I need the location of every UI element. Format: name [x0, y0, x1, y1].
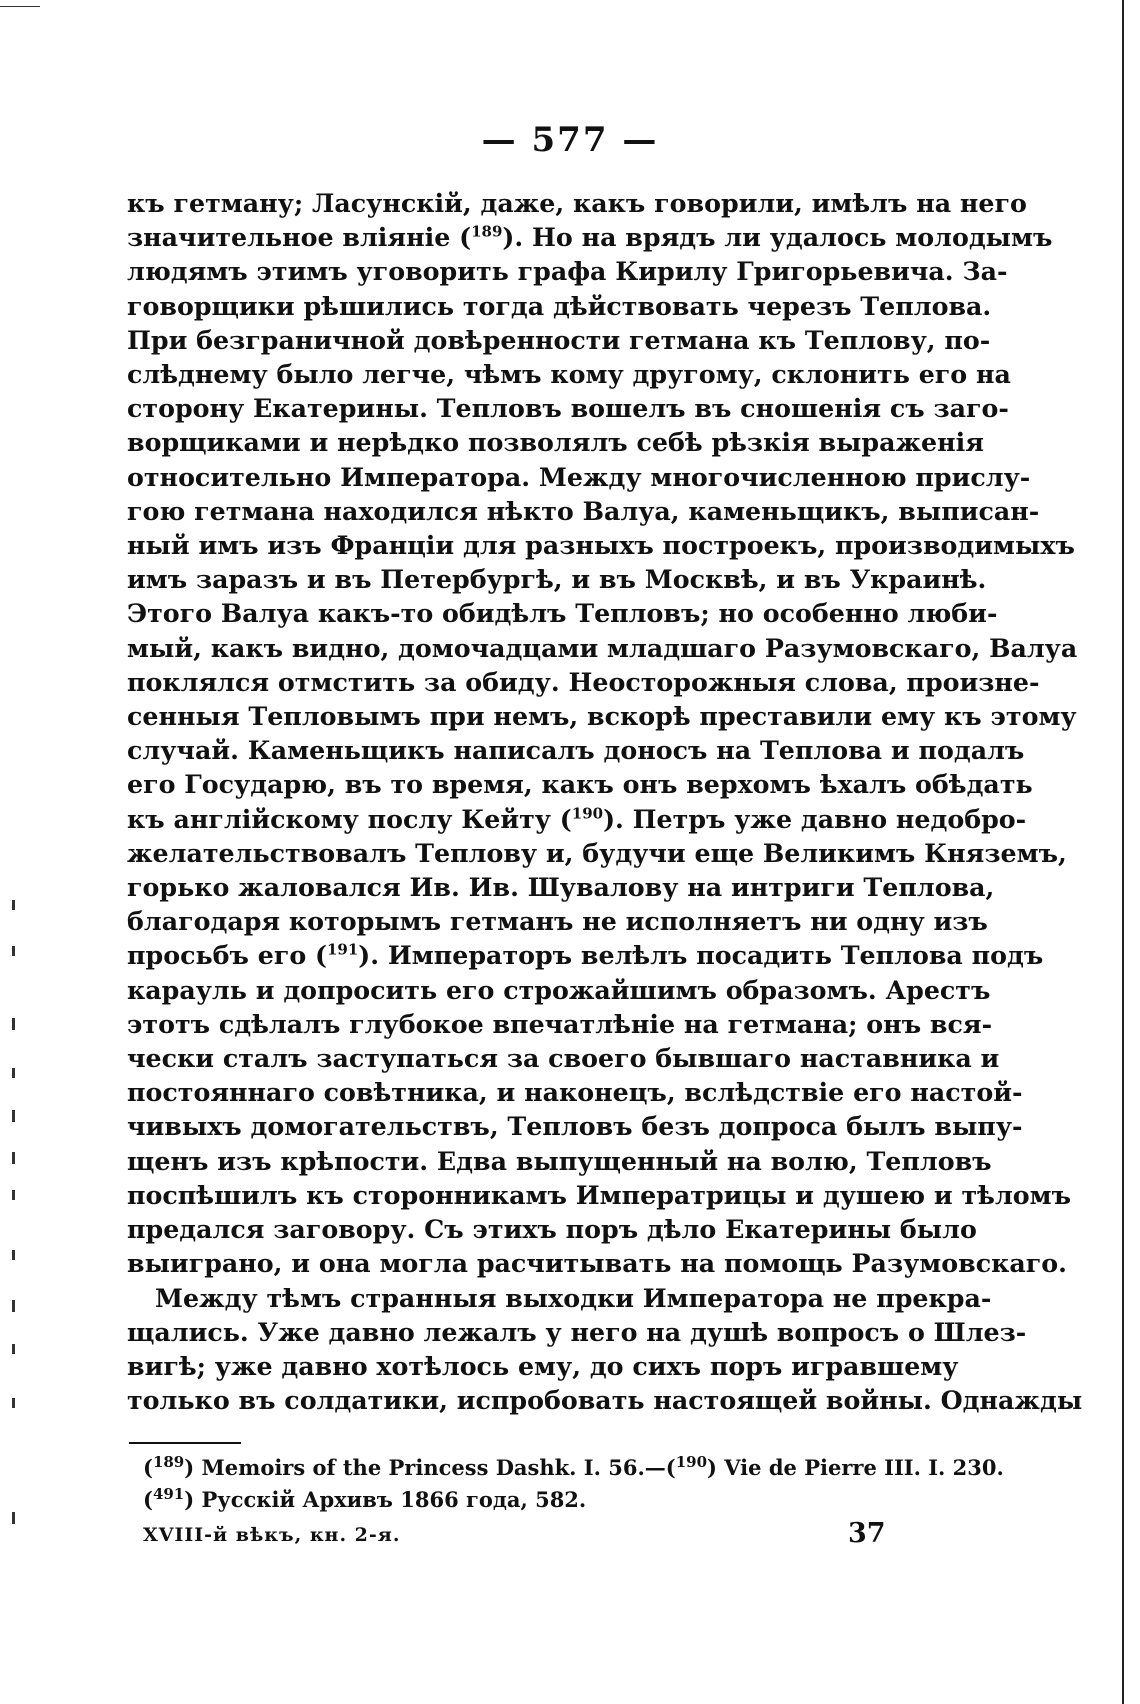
line-text: вигѣ; уже давно хотѣлось ему, до сихъ поръ игравшему [127, 1350, 959, 1381]
line-text: щенъ изъ крѣпости. Едва выпущенный на волю, Тепловъ [127, 1145, 992, 1176]
line-text: поспѣшилъ къ сторонникамъ Императрицы и душею и тѣломъ [127, 1179, 1072, 1210]
line-text: только въ солдатики, испробовать настоящей войны. Однажды [127, 1385, 1083, 1416]
footnote-reference: 190 [571, 804, 604, 823]
line-text: ный имъ изъ Франціи для разныхъ построекъ, производимыхъ [127, 530, 1075, 561]
line-text: слѣднему было легче, чѣмъ кому другому, склонить его на [127, 359, 1011, 390]
text-line [127, 1315, 1027, 1349]
text-line [127, 699, 1077, 733]
footnote-text: ) Русскій Архивъ 1866 года, 582. [184, 1487, 587, 1512]
line-text: говорщики рѣшились тогда дѣйствовать черезъ Теплова. [127, 290, 992, 321]
text-line [127, 562, 987, 596]
text-line [127, 596, 998, 630]
line-text: значительное вліяніе ( [127, 222, 472, 253]
line-text: предался заговору. Съ этихъ поръ дѣло Екатерины было [127, 1214, 977, 1245]
footnote-number: 491 [152, 1485, 185, 1503]
text-line [127, 973, 991, 1007]
line-text-continued: ). Императоръ велѣлъ посадить Теплова подъ [358, 940, 1044, 971]
text-line [127, 1144, 992, 1178]
text-line [127, 1041, 1000, 1075]
signature-mark: XVIII-й вѣкъ, кн. 2-я. [143, 1524, 401, 1546]
text-line [127, 425, 984, 459]
text-line [127, 904, 988, 938]
line-text: карауль и допросить его строжайшимъ образомъ. Арестъ [127, 974, 991, 1005]
text-line [127, 870, 995, 904]
text-line [127, 220, 1053, 254]
line-text: ворщиками и нерѣдко позволялъ себѣ рѣзкія выраженія [127, 427, 984, 458]
margin-scan-marks [10, 900, 18, 1540]
line-text: сенныя Тепловымъ при немъ, вскорѣ преставили ему къ этому [127, 701, 1077, 732]
line-text: чески сталъ заступаться за своего бывшаго наставника и [127, 1043, 1000, 1074]
footnote: ($^{491}$) Русскій Архивъ 1866 года, 582. [143, 1485, 587, 1512]
footnote-reference: 191 [326, 941, 359, 960]
text-line [127, 1281, 992, 1315]
footnote-text: ) Vie de Pierre III. I. 230. [707, 1455, 1004, 1480]
line-text: имъ заразъ и въ Петербургѣ, и въ Москвѣ, и въ Украинѣ. [127, 564, 987, 595]
line-text: этотъ сдѣлалъ глубокое впечатлѣніе на гетмана; онъ вся- [127, 1008, 993, 1039]
footnote: ($^{189}$) Memoirs of the Princess Dashk. I. 56.—($^{190}$) Vie de Pierre III. I. 230. [143, 1453, 1004, 1480]
line-text: просьбъ его ( [127, 940, 327, 971]
text-line [127, 1178, 1072, 1212]
line-text: къ гетману; Ласунскій, даже, какъ говорили, имѣлъ на него [127, 188, 1027, 218]
text-line [127, 1212, 977, 1246]
line-text: выиграно, и она могла расчитывать на помощь Разумовскаго. [127, 1248, 1067, 1279]
page-edge-top [0, 6, 40, 7]
footnote-text: ) Memoirs of the Princess Dashk. I. 56.—( [184, 1455, 676, 1480]
line-text: Этого Валуа какъ-то обидѣлъ Тепловъ; но особенно люби- [127, 598, 998, 629]
text-line [127, 665, 1040, 699]
footnote-number: 189 [152, 1453, 185, 1471]
text-line [127, 938, 1044, 972]
footnotes [143, 1452, 1004, 1516]
sheet-number: 37 [848, 1518, 886, 1549]
line-text: При безграничной довѣренности гетмана къ Теплову, по- [127, 324, 991, 355]
text-line [127, 733, 1025, 767]
line-text: относительно Императора. Между многочисленною прислу- [127, 461, 1031, 492]
text-line [127, 528, 1075, 562]
line-text: горько жаловался Ив. Ив. Шувалову на интриги Теплова, [127, 872, 995, 903]
text-line [127, 767, 1033, 801]
line-text-continued: ). Петръ уже давно недобро- [603, 803, 1027, 834]
line-text: Между тѣмъ странныя выходки Императора не прекра- [155, 1282, 992, 1313]
line-text: поклялся отмстить за обиду. Неосторожныя слова, произне- [127, 666, 1040, 697]
footnote-number: 190 [675, 1453, 708, 1471]
text-line [127, 186, 1027, 220]
line-text: случай. Каменьщикъ написалъ доносъ на Теплова и подалъ [127, 735, 1025, 766]
line-text: благодаря которымъ гетманъ не исполняетъ ни одну изъ [127, 906, 988, 937]
line-text: чивыхъ домогательствъ, Тепловъ безъ допроса былъ выпу- [127, 1111, 1023, 1142]
text-line [127, 1349, 959, 1383]
text-line [127, 289, 992, 323]
page-edge-right [1122, 0, 1124, 1704]
line-text: къ англійскому послу Кейту ( [127, 803, 572, 834]
text-line [127, 1109, 1023, 1143]
line-text: сторону Екатерины. Тепловъ вошелъ въ сношенія съ заго- [127, 393, 1009, 424]
text-line [127, 254, 1008, 288]
footnote-reference: 189 [471, 222, 503, 241]
text-line [127, 460, 1031, 494]
line-text: мый, какъ видно, домочадцами младшаго Разумовскаго, Валуа [127, 632, 1078, 663]
text-line [127, 1246, 1067, 1280]
line-text-continued: ). Но на врядъ ли удалось молодымъ [502, 222, 1053, 253]
text-line [127, 494, 1040, 528]
text-line [127, 631, 1078, 665]
text-line [127, 1383, 1083, 1417]
footnote-rule [129, 1442, 241, 1444]
text-line [127, 323, 991, 357]
text-line [127, 1075, 1023, 1109]
line-text: гою гетмана находился нѣкто Валуа, каменьщикъ, выписан- [127, 495, 1040, 526]
line-text: постояннаго совѣтника, и наконецъ, вслѣдствіе его настой- [127, 1077, 1023, 1108]
line-text: желательствовалъ Теплову и, будучи еще Великимъ Княземъ, [127, 837, 1067, 868]
line-text: людямъ этимъ уговорить графа Кирилу Григорьевича. За- [127, 256, 1008, 287]
text-line [127, 1007, 993, 1041]
text-line [127, 357, 1011, 391]
text-line [127, 836, 1067, 870]
page-number: — 577 — [481, 120, 659, 160]
line-text: его Государю, въ то время, какъ онъ верхомъ ѣхалъ обѣдать [127, 769, 1033, 800]
text-line [127, 391, 1009, 425]
text-line [127, 802, 1027, 836]
body-text [127, 186, 1083, 1417]
line-text: щались. Уже давно лежалъ у него на душѣ вопросъ о Шлез- [127, 1316, 1027, 1347]
